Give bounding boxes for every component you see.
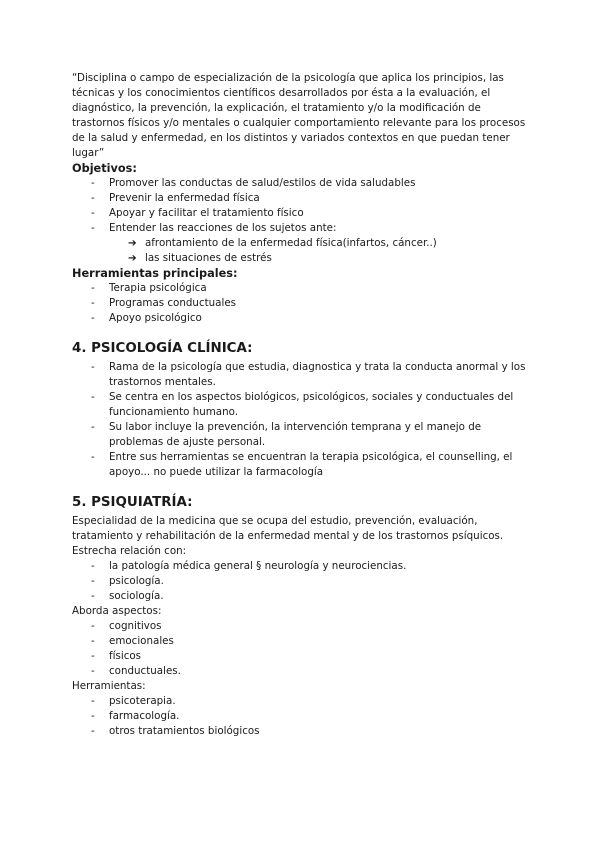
herramientas-principales-list xyxy=(72,281,532,326)
list-item: - conductuales. xyxy=(72,664,532,679)
list-item: - Apoyo psicológico xyxy=(72,311,532,326)
sub-list-item-text: las situaciones de estrés xyxy=(145,252,272,264)
list-item: - sociología. xyxy=(72,589,532,604)
relacion-list xyxy=(72,559,532,604)
psiquiatria-description: Especialidad de la medicina que se ocupa del estudio, prevención, evaluación, tratamiento y rehabilitación de la enfermedad mental y de los trastornos psíquicos. xyxy=(72,515,504,542)
arrow-right-icon: ➔ xyxy=(128,252,137,264)
objetivos-list xyxy=(72,176,532,236)
list-item: - Programas conductuales xyxy=(72,296,532,311)
intro-quote: “Disciplina o campo de especialización de la psicología que aplica los principios, las técnicas y los conocimientos científicos desarrollados por ésta a la evaluación, el diagnóstico, la prevención, la explicación, el tratamiento y/o la modificación de trastornos físicos y/o mentales o cualquier comportamiento relevante para los procesos de la salud y enfermedad, en los distintos y variados contextos en que puedan tener lugar” xyxy=(72,72,526,159)
list-item: - farmacología. xyxy=(72,709,532,724)
list-item: - Apoyar y facilitar el tratamiento físico xyxy=(72,206,532,221)
herramientas-label: Herramientas: xyxy=(72,680,146,692)
herramientas-list xyxy=(72,694,532,739)
list-item: - Entre sus herramientas se encuentran la terapia psicológica, el counselling, el apoyo... no puede utilizar la farmacología xyxy=(72,450,532,480)
document-body xyxy=(72,71,532,739)
list-item: - Rama de la psicología que estudia, diagnostica y trata la conducta anormal y los trastornos mentales. xyxy=(72,360,532,390)
list-item: - la patología médica general § neurología y neurociencias. xyxy=(72,559,532,574)
list-item: - psicología. xyxy=(72,574,532,589)
objetivos-heading: Objetivos: xyxy=(72,162,137,175)
sub-list-item xyxy=(72,251,532,266)
aspectos-label: Aborda aspectos: xyxy=(72,605,162,617)
list-item: - Entender las reacciones de los sujetos ante: xyxy=(72,221,532,236)
list-item: - Prevenir la enfermedad física xyxy=(72,191,532,206)
list-item: - Se centra en los aspectos biológicos, psicológicos, sociales y conductuales del funcionamiento humano. xyxy=(72,390,532,420)
herramientas-principales-heading: Herramientas principales: xyxy=(72,267,238,280)
list-item: - emocionales xyxy=(72,634,532,649)
list-item: - cognitivos xyxy=(72,619,532,634)
list-item: - Terapia psicológica xyxy=(72,281,532,296)
arrow-right-icon: ➔ xyxy=(128,237,137,249)
sub-list-item-text: afrontamiento de la enfermedad física(infartos, cáncer..) xyxy=(145,237,437,249)
list-item: - físicos xyxy=(72,649,532,664)
sub-list-item xyxy=(72,236,532,251)
list-item: - otros tratamientos biológicos xyxy=(72,724,532,739)
list-item: - psicoterapia. xyxy=(72,694,532,709)
psicologia-clinica-heading: 4. PSICOLOGÍA CLÍNICA: xyxy=(72,341,253,356)
list-item: - Promover las conductas de salud/estilos de vida saludables xyxy=(72,176,532,191)
list-item: - Su labor incluye la prevención, la intervención temprana y el manejo de problemas de ajuste personal. xyxy=(72,420,532,450)
psiquiatria-heading: 5. PSIQUIATRÍA: xyxy=(72,495,193,510)
objetivos-sublist xyxy=(72,236,532,266)
aspectos-list xyxy=(72,619,532,679)
psicologia-clinica-list xyxy=(72,360,532,480)
relacion-label: Estrecha relación con: xyxy=(72,545,187,557)
